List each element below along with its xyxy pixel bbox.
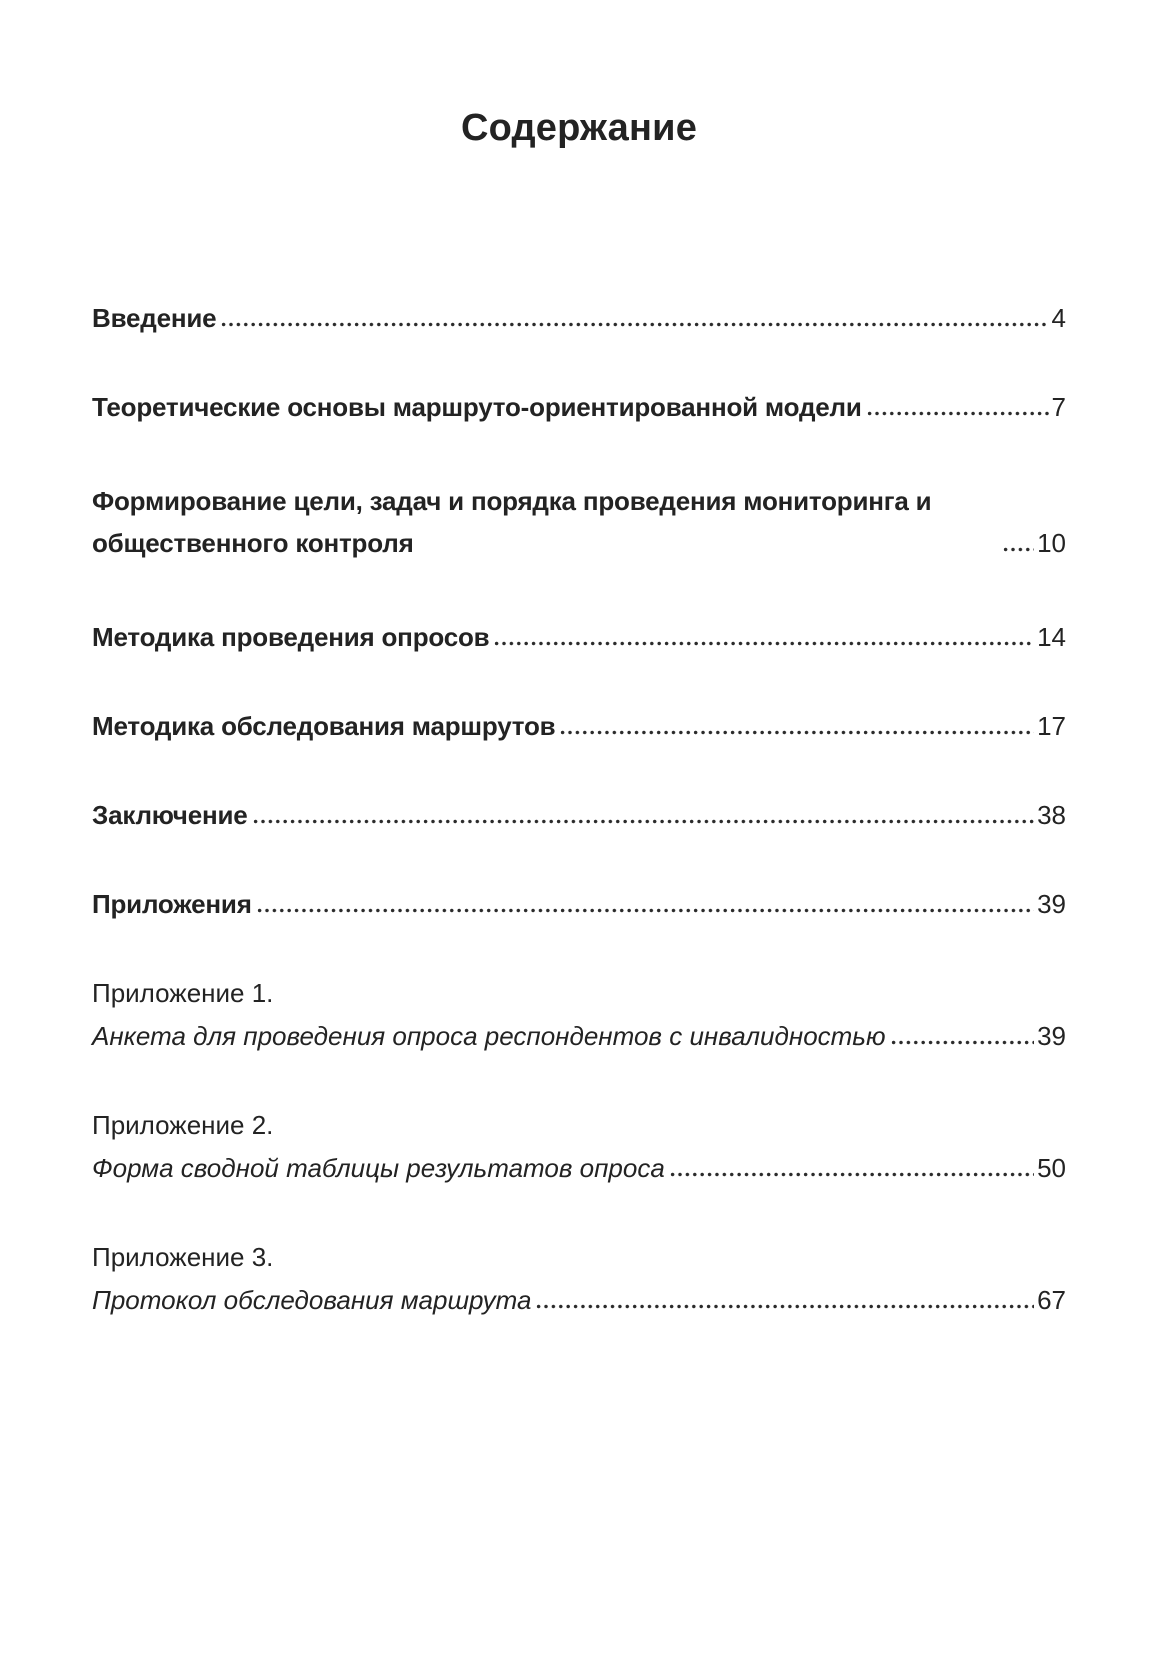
- toc-entry: [92, 480, 1066, 564]
- toc-entry-label: Введение: [92, 303, 217, 333]
- page-number: 39: [1037, 1021, 1066, 1051]
- page-title: Содержание: [460, 107, 698, 149]
- dot-leader: [1003, 546, 1034, 553]
- dot-leader: [891, 1039, 1035, 1046]
- appendix-heading: Приложение 1.: [92, 978, 274, 1008]
- toc-entry-row: [92, 1020, 1066, 1052]
- dot-leader: [257, 907, 1034, 914]
- table-of-contents: [92, 302, 1066, 1316]
- toc-appendix-entry: [92, 977, 1066, 1052]
- toc-entry-label: Методика проведения опросов: [92, 622, 490, 652]
- toc-entry-label: Заключение: [92, 800, 248, 830]
- toc-entry-label: Теоретические основы маршруто-ориентированной модели: [92, 392, 862, 422]
- toc-appendix-entry: [92, 1109, 1066, 1184]
- page-number: 67: [1037, 1285, 1066, 1315]
- toc-entry-row: [92, 1284, 1066, 1316]
- toc-entry-label: Приложения: [92, 889, 252, 919]
- toc-entry-label: Анкета для проведения опроса респондентов с инвалидностью: [92, 1021, 886, 1051]
- appendix-heading: Приложение 3.: [92, 1242, 274, 1272]
- page-number: 17: [1037, 711, 1066, 741]
- toc-entry-row: [92, 480, 1066, 564]
- page-number: 7: [1051, 392, 1066, 422]
- toc-entry-label: Форма сводной таблицы результатов опроса: [92, 1153, 665, 1183]
- page-number: 38: [1037, 800, 1066, 830]
- toc-entry-row: [92, 799, 1066, 831]
- page-number: 39: [1037, 889, 1066, 919]
- toc-appendix-entry: [92, 1241, 1066, 1316]
- toc-entry-label: Методика обследования маршрутов: [92, 711, 556, 741]
- dot-leader: [867, 410, 1049, 417]
- page-number: 50: [1037, 1153, 1066, 1183]
- toc-entry-row: [92, 888, 1066, 920]
- appendix-heading: Приложение 2.: [92, 1110, 274, 1140]
- toc-entry-label: Протокол обследования маршрута: [92, 1285, 532, 1315]
- page-number: 10: [1037, 528, 1066, 558]
- toc-entry-row: [92, 710, 1066, 742]
- dot-leader: [536, 1303, 1034, 1310]
- page-number: 14: [1037, 622, 1066, 652]
- toc-entry-row: [92, 391, 1066, 423]
- toc-entry-label: Формирование цели, задач и порядка проведения мониторинга и общественного контроля: [92, 486, 932, 558]
- toc-entry: [92, 302, 1066, 334]
- dot-leader: [670, 1171, 1034, 1178]
- dot-leader: [560, 729, 1034, 736]
- toc-entry: [92, 621, 1066, 653]
- toc-entry-row: [92, 1152, 1066, 1184]
- toc-entry: [92, 391, 1066, 423]
- dot-leader: [253, 818, 1035, 825]
- toc-entry-row: [92, 621, 1066, 653]
- dot-leader: [221, 321, 1048, 328]
- dot-leader: [494, 640, 1034, 647]
- toc-entry: [92, 888, 1066, 920]
- toc-entry: [92, 799, 1066, 831]
- toc-entry-row: [92, 302, 1066, 334]
- toc-entry: [92, 710, 1066, 742]
- page-number: 4: [1051, 303, 1066, 333]
